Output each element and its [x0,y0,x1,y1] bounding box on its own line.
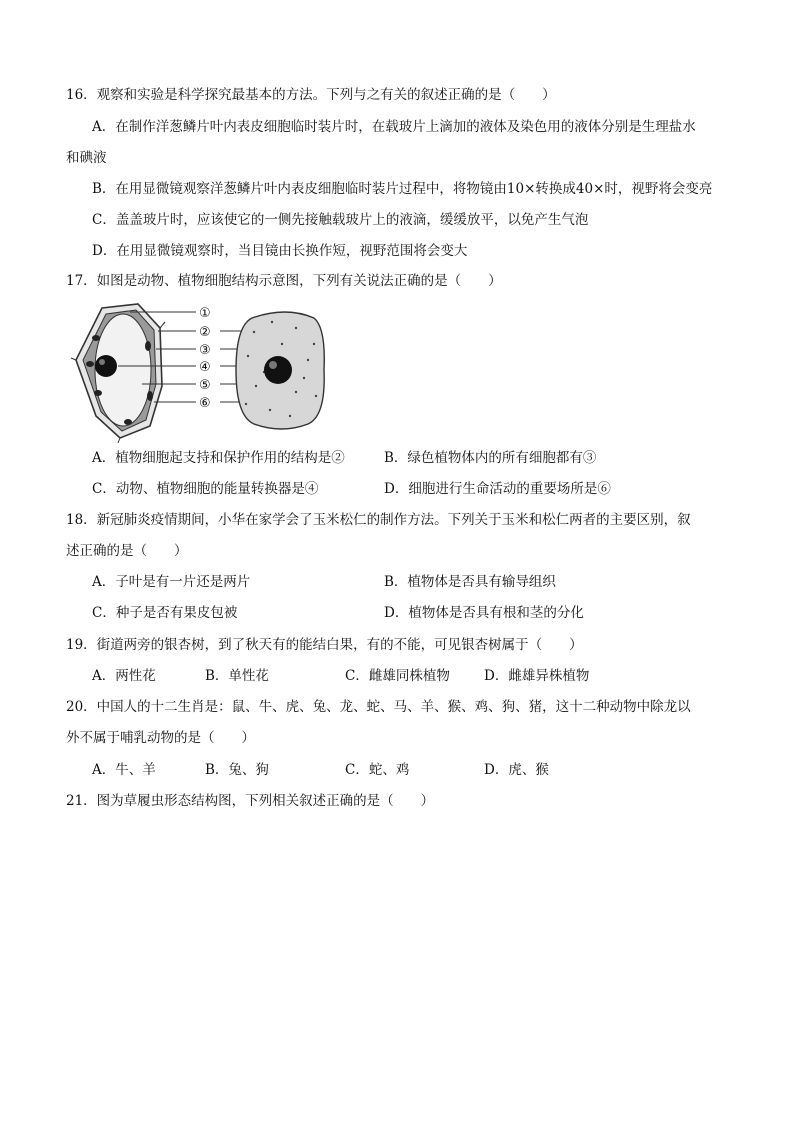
figure-label-2: ② [199,325,211,340]
q18-option-a: A．子叶是有一片还是两片 [92,574,251,590]
q20-option-b: B．兔、狗 [205,762,269,778]
q17-option-b: B．绿色植物体内的所有细胞都有③ [384,450,597,466]
q16-option-a-cont: 和碘液 [66,150,107,166]
q16-stem: 16．观察和实验是科学探究最基本的方法。下列与之有关的叙述正确的是（ ） [66,87,556,103]
q20-option-d: D．虎、猴 [484,762,549,778]
q19-option-b: B．单性花 [205,668,269,684]
q17-option-d: D．细胞进行生命活动的重要场所是⑥ [384,481,611,497]
figure-label-5: ⑤ [199,378,211,393]
q16-option-c: C．盖盖玻片时，应该使它的一侧先接触载玻片上的液滴，缓缓放平，以免产生气泡 [92,212,589,228]
q17-option-c: C．动物、植物细胞的能量转换器是④ [92,481,319,497]
q19-option-c: C．雌雄同株植物 [345,668,450,684]
figure-label-6: ⑥ [199,396,211,411]
q18-stem: 18．新冠肺炎疫情期间，小华在家学会了玉米松仁的制作方法。下列关于玉米和松仁两者的主要区别，叙 [66,512,691,528]
q19-option-a: A．两性花 [92,668,156,684]
figure-label-3: ③ [199,343,211,358]
q17-stem: 17．如图是动物、植物细胞结构示意图，下列有关说法正确的是（ ） [66,273,502,289]
q18-option-c: C．种子是否有果皮包被 [92,605,238,621]
q16-option-d: D．在用显微镜观察时，当目镜由长换作短，视野范围将会变大 [92,243,468,259]
q18-stem-cont: 述正确的是（ ） [66,543,188,559]
q19-option-d: D．雌雄异株植物 [484,668,590,684]
q16-option-b: B．在用显微镜观察洋葱鳞片叶内表皮细胞临时装片过程中，将物镜由10×转换成40×时，视野将会变亮 [92,181,713,197]
q18-option-b: B．植物体是否具有输导组织 [384,574,556,590]
plant-cell-diagram [71,304,165,443]
q16-option-a: A．在制作洋葱鳞片叶内表皮细胞临时装片时，在载玻片上滴加的液体及染色用的液体分别是生理盐水 [92,119,696,135]
q18-option-d: D．植物体是否具有根和茎的分化 [384,605,584,621]
q20-stem: 20．中国人的十二生肖是：鼠、牛、虎、兔、龙、蛇、马、羊、猴、鸡、狗、猪，这十二种动物中除龙以 [66,699,691,715]
q17-option-a: A．植物细胞起支持和保护作用的结构是② [92,450,345,466]
animal-cell-diagram [236,312,324,429]
q20-stem-cont: 外不属于哺乳动物的是（ ） [66,730,255,746]
figure-label-1: ① [199,306,211,321]
q21-stem: 21．图为草履虫形态结构图，下列相关叙述正确的是（ ） [66,793,435,809]
q19-stem: 19．街道两旁的银杏树，到了秋天有的能结白果，有的不能，可见银杏树属于（ ） [66,637,583,653]
q20-option-a: A．牛、羊 [92,762,156,778]
q20-option-c: C．蛇、鸡 [345,762,410,778]
figure-label-4: ④ [199,360,211,375]
cell-structure-figure [68,298,328,444]
